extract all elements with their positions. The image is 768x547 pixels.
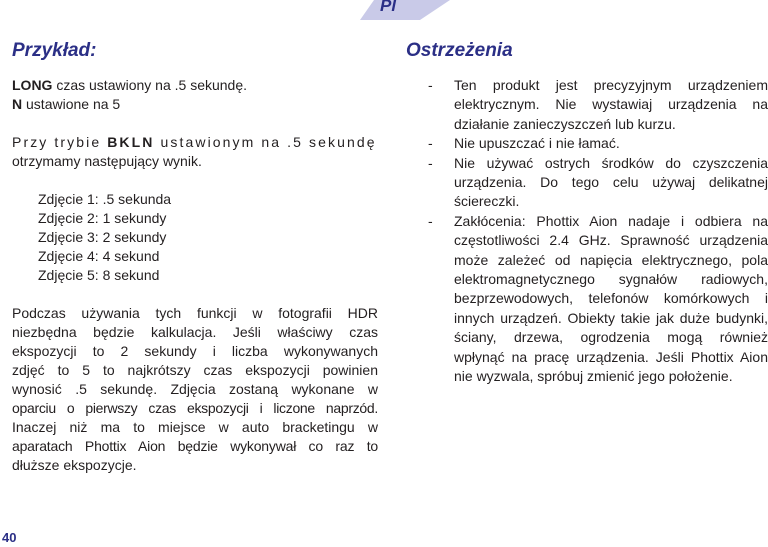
- warning-item: [406, 76, 768, 134]
- page-number: 40: [2, 530, 17, 545]
- warnings-column: [406, 40, 768, 387]
- bkln-key: BKLN: [107, 134, 155, 150]
- example-column: [12, 40, 378, 475]
- language-tab: [360, 0, 450, 20]
- shot-item: Zdjęcie 2: 1 sekundy: [38, 210, 167, 226]
- bullet-dash: -: [428, 135, 433, 152]
- n-line: [12, 95, 378, 114]
- paragraph-line: ekspozycji to 2 sekundy i liczba wykonywanych: [12, 343, 378, 359]
- example-title: Przykład:: [12, 40, 97, 61]
- long-text: czas ustawiony na .5 sekundę.: [52, 77, 248, 93]
- warning-text: Nie upuszczać i nie łamać.: [454, 135, 620, 152]
- language-tab-shape: [360, 0, 450, 20]
- language-label: Pl: [380, 0, 397, 15]
- long-line: [12, 76, 378, 95]
- warning-item: [406, 134, 768, 153]
- paragraph-line: wynosić .5 sekundę. Zdjęcia zostaną wykonane w: [12, 381, 378, 397]
- shot-item: Zdjęcie 5: 8 sekund: [38, 267, 160, 283]
- result-line: otrzymamy następujący wynik.: [12, 153, 202, 169]
- shot-list: [12, 190, 378, 285]
- shot-item: Zdjęcie 1: .5 sekunda: [38, 191, 172, 207]
- bullet-dash: -: [428, 212, 433, 229]
- bullet-dash: -: [428, 154, 433, 171]
- paragraph-line: zdjęć to 5 to najkrótszy czas ekspozycji powinien: [12, 362, 378, 378]
- shot-item: Zdjęcie 3: 2 sekundy: [38, 229, 167, 245]
- warning-item: [406, 212, 768, 387]
- bkln-suffix: ustawionym na .5 sekundę: [154, 134, 377, 150]
- warning-text: Nie używać ostrych środków do czyszczenia urządzenia. Do tego celu używaj delikatnej ściereczki.: [454, 154, 768, 210]
- warning-text: Zakłócenia: Phottix Aion nadaje i odbiera na częstotliwości 2.4 GHz. Sprawność urządzenia może zależeć od napięcia elektrycznego, pola elektromagnetycznego sygnałów radiowych, bezprzewodowych, telefonów komórkowych i innych urządzeń. Obiekty takie jak duże budynki, ściany, drzewa, ogrodzenia mogą również wpłynąć na pracę urządzenia. Jeśli Phottix Aion nie wyzwala, spróbuj zmienić jego położenie.: [454, 212, 768, 385]
- n-key: N: [12, 96, 23, 112]
- n-text: ustawione na 5: [22, 96, 121, 112]
- shot-item: Zdjęcie 4: 4 sekund: [38, 248, 160, 264]
- paragraph-line: Inaczej niż ma to miejsce w auto bracketingu w: [12, 419, 378, 435]
- warning-text: Ten produkt jest precyzyjnym urządzeniem elektrycznym. Nie wystawiaj urządzenia na działanie zanieczyszczeń lub kurzu.: [454, 77, 768, 132]
- bkln-prefix: Przy trybie: [12, 134, 108, 150]
- warnings-title: Ostrzeżenia: [406, 40, 513, 61]
- long-key: LONG: [12, 77, 53, 93]
- paragraph-line: aparatach Phottix Aion będzie wykonywał co raz to: [12, 438, 378, 454]
- paragraph-line: niezbędna będzie kalkulacja. Jeśli właściwy czas: [12, 324, 378, 340]
- paragraph-line: dłuższe ekspozycje.: [12, 457, 137, 473]
- paragraph-line: Podczas używania tych funkcji w fotografii HDR: [12, 305, 378, 321]
- paragraph-line: oparciu o pierwszy czas ekspozycji i liczone naprzód.: [12, 400, 378, 416]
- warnings-list: [406, 76, 768, 387]
- hdr-paragraph: [12, 304, 378, 475]
- bkln-line: [12, 133, 378, 152]
- bullet-dash: -: [428, 77, 433, 93]
- warning-item: [406, 154, 768, 212]
